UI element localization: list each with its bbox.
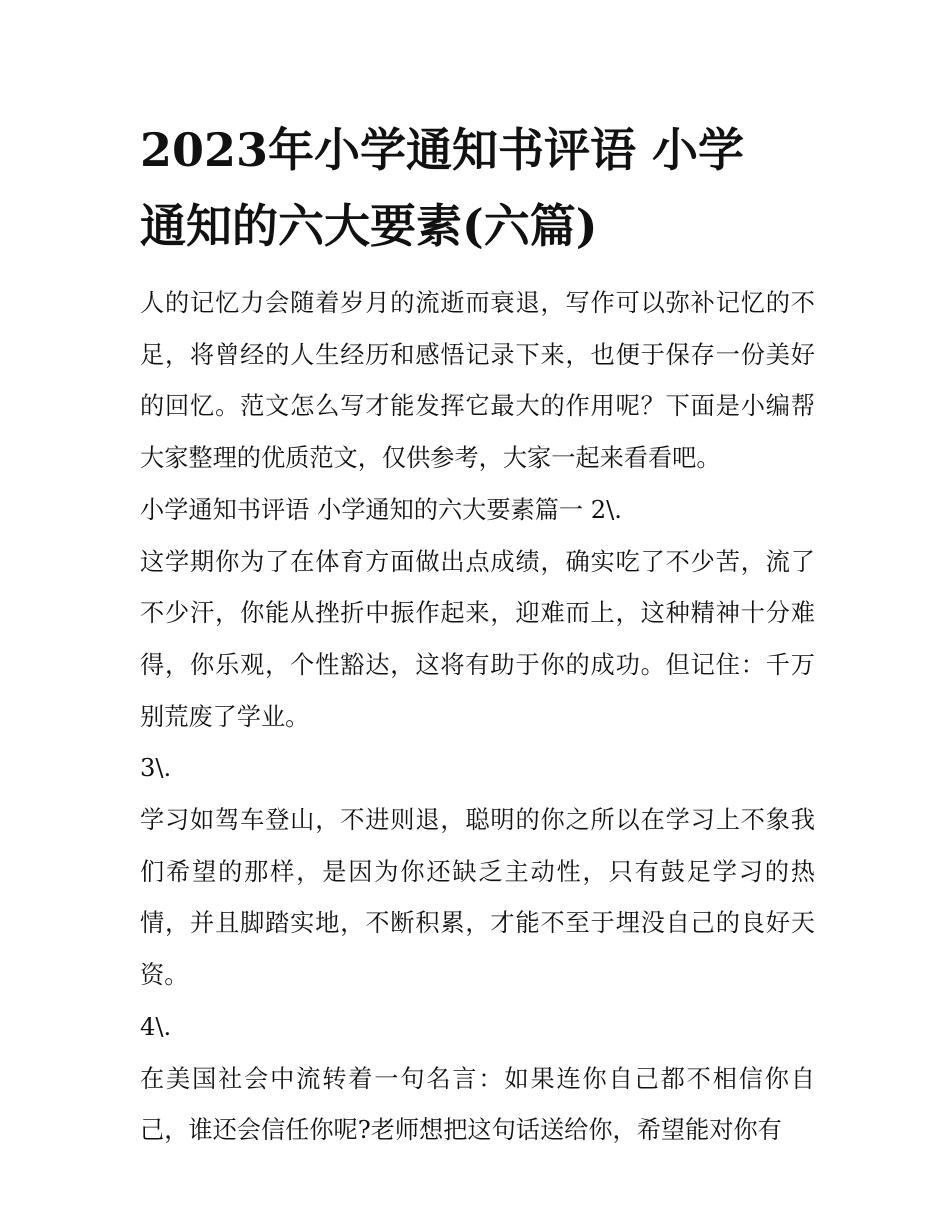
comment-paragraph: 这学期你为了在体育方面做出点成绩，确实吃了不少苦，流了不少汗，你能从挫折中振作起来，迎难而上，这种精神十分难得，你乐观，个性豁达，这将有助于你的成功。但记住：千万别荒废了学业。 (140, 547, 815, 731)
document-body (140, 278, 815, 1157)
item-number: 3\. (140, 754, 172, 783)
comment-paragraph: 在美国社会中流转着一句名言：如果连你自己都不相信你自己，谁还会信任你呢?老师想把这句话送给你，希望能对你有 (140, 1064, 815, 1145)
intro-paragraph: 人的记忆力会随着岁月的流逝而衰退，写作可以弥补记忆的不足，将曾经的人生经历和感悟记录下来，也便于保存一份美好的回忆。范文怎么写才能发挥它最大的作用呢？下面是小编帮大家整理的优质范文，仅供参考，大家一起来看看吧。 (140, 289, 815, 473)
comment-paragraph: 学习如驾车登山，不进则退，聪明的你之所以在学习上不象我们希望的那样，是因为你还缺乏主动性，只有鼓足学习的热情，并且脚踏实地，不断积累，才能不至于埋没自己的良好天资。 (140, 806, 815, 990)
section-heading: 小学通知书评语 小学通知的六大要素篇一 2\. (140, 495, 622, 524)
document-title: 2023年小学通知书评语 小学 通知的六大要素(六篇) (140, 123, 745, 253)
item-number: 4\. (140, 1012, 172, 1041)
